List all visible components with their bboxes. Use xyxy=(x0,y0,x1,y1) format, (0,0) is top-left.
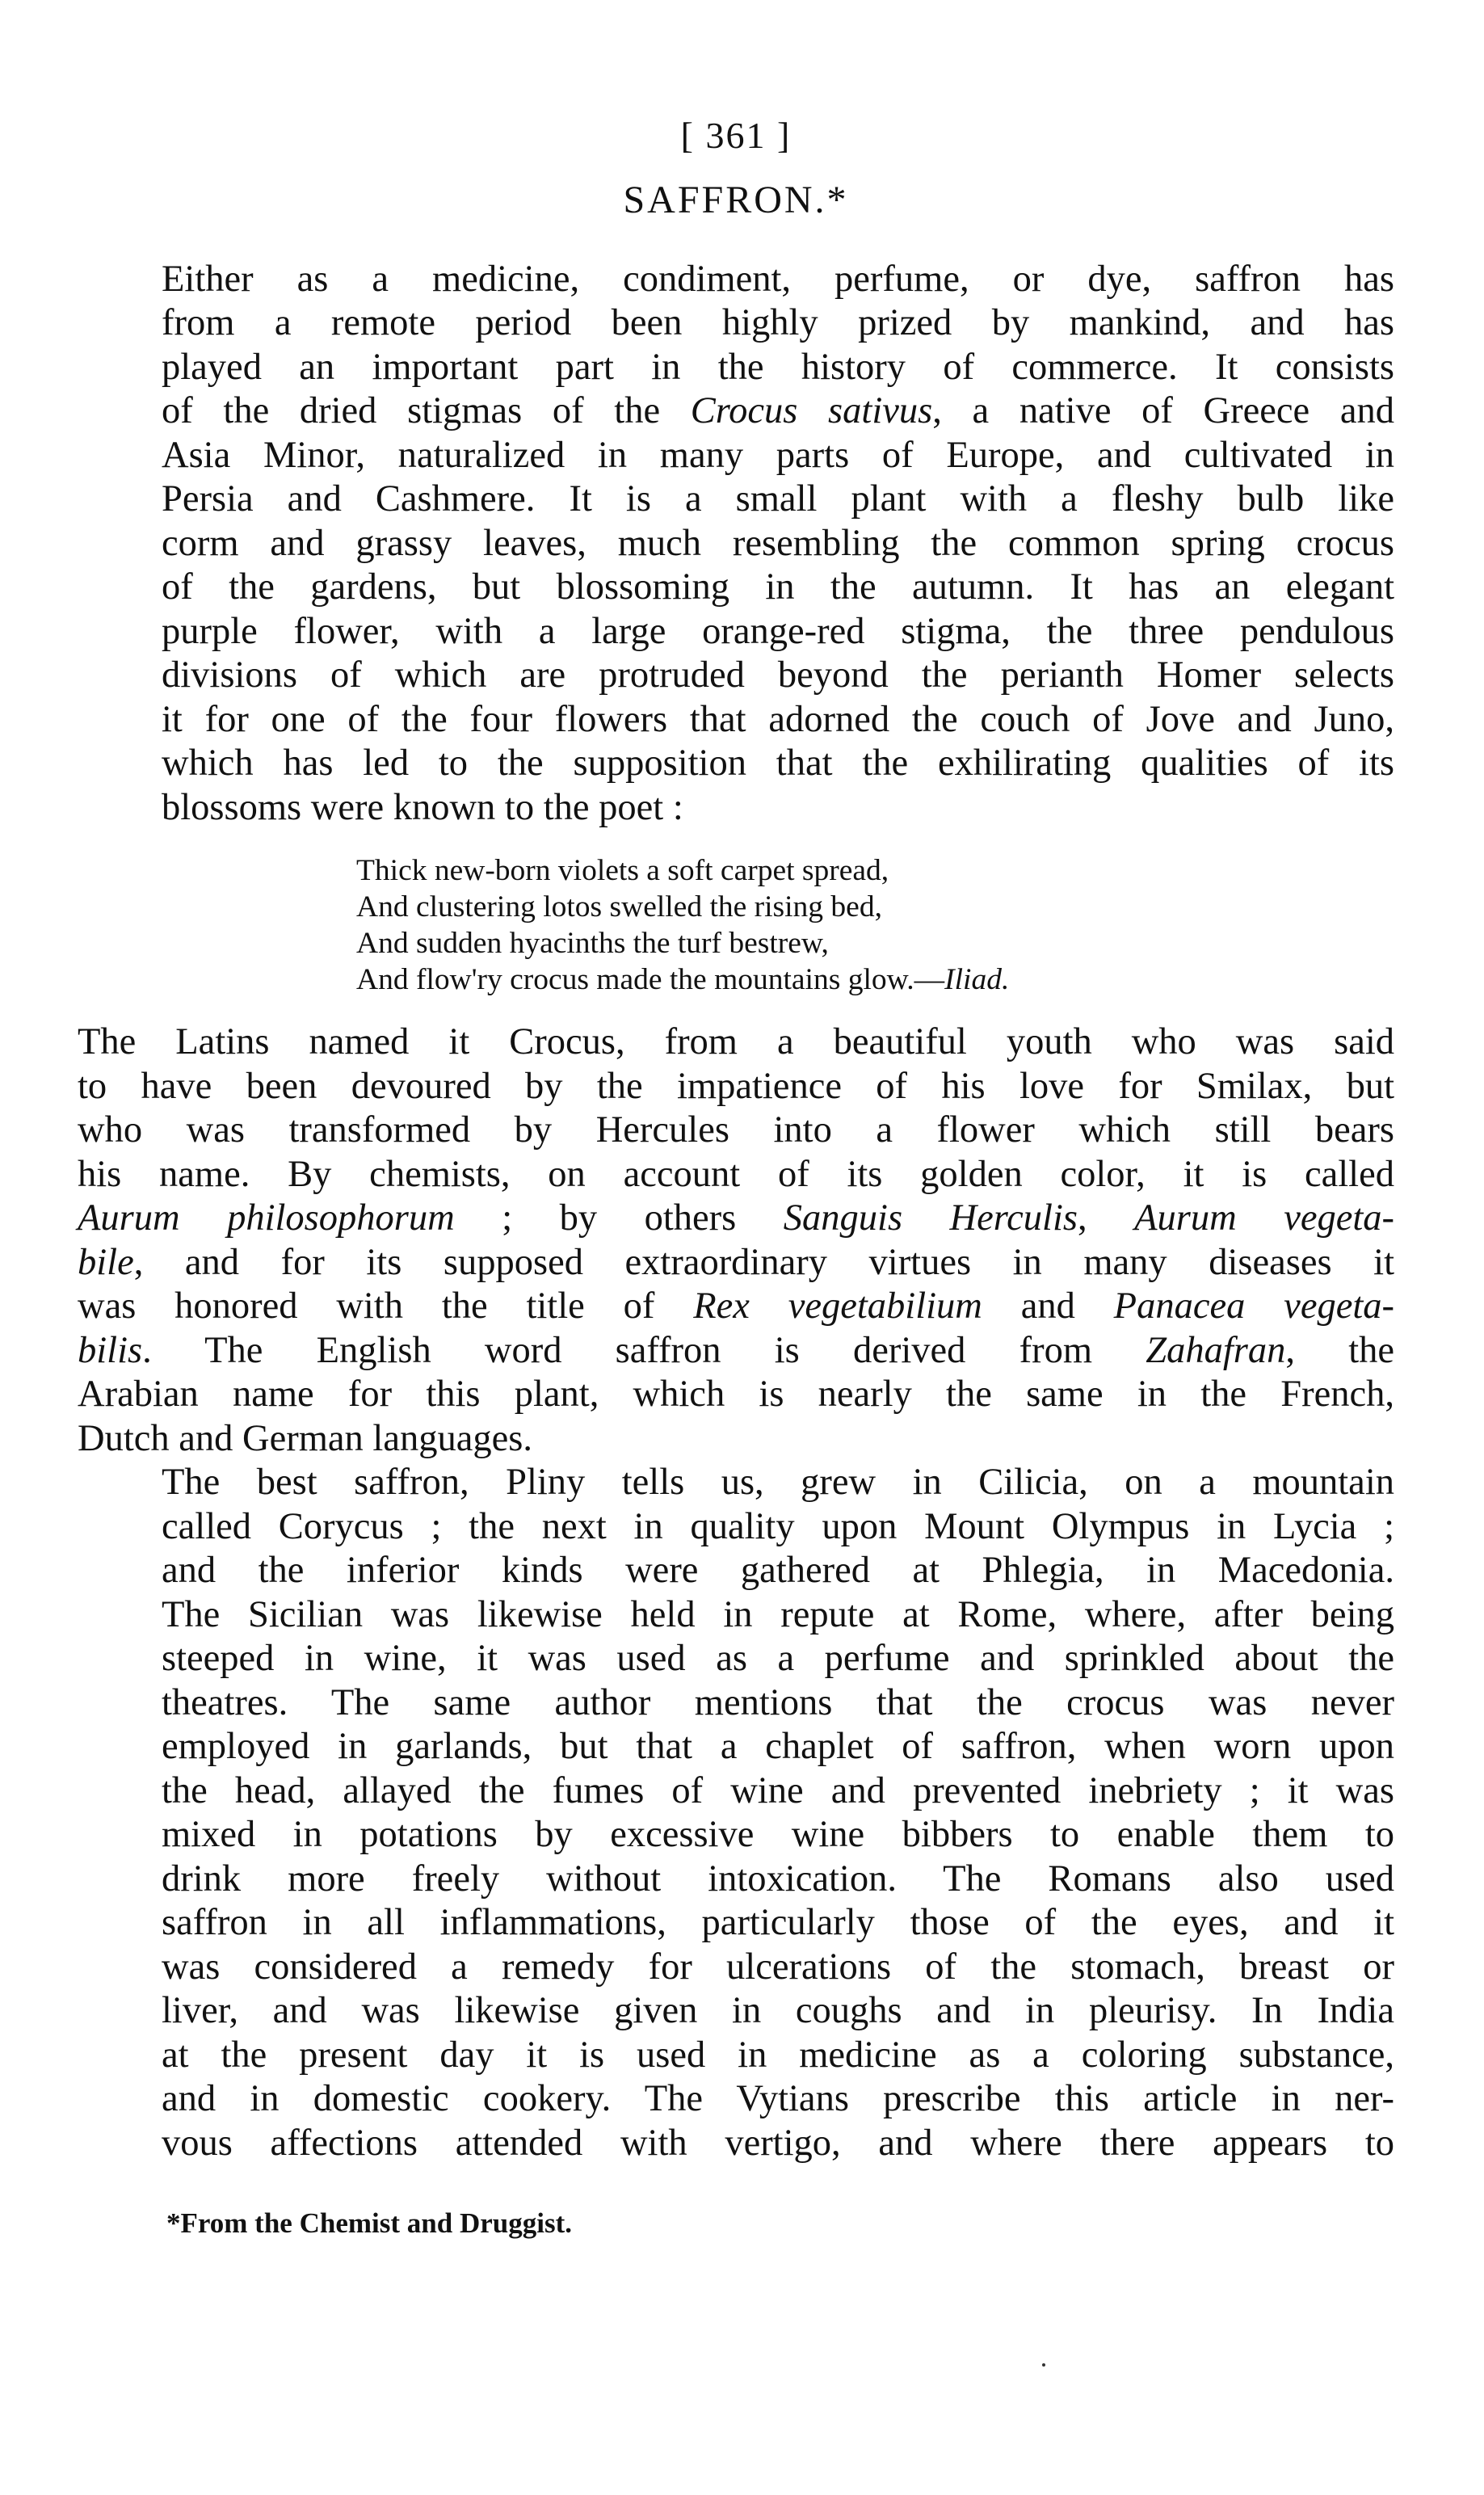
text-line: Arabian name for this plant, which is nearly the same in the French, xyxy=(78,1374,1394,1416)
text-line: employed in garlands, but that a chaplet of saffron, when worn upon xyxy=(162,1726,1394,1768)
text-line: of the dried stigmas of the Crocus sativus, a native of Greece and xyxy=(162,390,1394,432)
text-line: who was transformed by Hercules into a flower which still bears xyxy=(78,1109,1394,1151)
text-line: from a remote period been highly prized by mankind, and has xyxy=(162,302,1394,344)
text-line: liver, and was likewise given in coughs and in pleurisy. In India xyxy=(162,1990,1394,2032)
paragraph-1 xyxy=(78,258,1394,831)
text-line: Persia and Cashmere. It is a small plant with a fleshy bulb like xyxy=(162,478,1394,520)
text-line: bilis. The English word saffron is derived from Zahafran, the xyxy=(78,1329,1395,1371)
text-line: which has led to the supposition that the exhilirating qualities of its xyxy=(162,743,1394,785)
text-line: Asia Minor, naturalized in many parts of Europe, and cultivated in xyxy=(162,434,1394,476)
print-speck xyxy=(1042,2363,1045,2367)
text-line: divisions of which are protruded beyond the perianth Homer selects xyxy=(162,654,1394,696)
verse-attribution: Iliad. xyxy=(944,963,1010,997)
text-line: mixed in potations by excessive wine bibbers to enable them to xyxy=(162,1814,1394,1856)
paragraph-3 xyxy=(78,1461,1394,2165)
text-line: the head, allayed the fumes of wine and prevented inebriety ; it was xyxy=(162,1769,1394,1811)
text-line: was considered a remedy for ulcerations of the stomach, breast or xyxy=(162,1946,1394,1988)
text-line: theatres. The same author mentions that the crocus was never xyxy=(162,1681,1394,1723)
verse-line: And flow'ry crocus made the mountains glow.—Iliad. xyxy=(356,963,1010,997)
text-line: to have been devoured by the impatience of his love for Smilax, but xyxy=(78,1065,1394,1107)
verse-line: And sudden hyacinths the turf bestrew, xyxy=(356,927,829,961)
text-line: Either as a medicine, condiment, perfume, or dye, saffron has xyxy=(162,258,1394,300)
footnote: *From the Chemist and Druggist. xyxy=(166,2207,572,2240)
text-line: his name. By chemists, on account of its golden color, it is called xyxy=(78,1153,1394,1195)
text-line: was honored with the title of Rex vegetabilium and Panacea vegeta- xyxy=(78,1285,1395,1327)
paragraph-2 xyxy=(78,1020,1394,1461)
text-line: it for one of the four flowers that adorned the couch of Jove and Juno, xyxy=(162,698,1394,740)
text-line: played an important part in the history of commerce. It consists xyxy=(162,346,1394,388)
text-line: The Sicilian was likewise held in repute at Rome, where, after being xyxy=(162,1593,1394,1635)
text-line: Aurum philosophorum ; by others Sanguis Herculis, Aurum vegeta- xyxy=(78,1197,1395,1239)
text-line: The best saffron, Pliny tells us, grew in Cilicia, on a mountain xyxy=(162,1462,1394,1504)
text-line: at the present day it is used in medicine as a coloring substance, xyxy=(162,2034,1394,2076)
text-line: Dutch and German languages. xyxy=(78,1417,532,1459)
text-line: saffron in all inflammations, particularly those of the eyes, and it xyxy=(162,1902,1394,1944)
text-line: steeped in wine, it was used as a perfume and sprinkled about the xyxy=(162,1638,1394,1680)
verse-line: And clustering lotos swelled the rising bed, xyxy=(356,890,882,924)
text-line: blossoms were known to the poet : xyxy=(162,786,683,828)
text-line: called Corycus ; the next in quality upon Mount Olympus in Lycia ; xyxy=(162,1505,1394,1547)
text-line: bile, and for its supposed extraordinary virtues in many diseases it xyxy=(78,1241,1394,1283)
verse-line: Thick new-born violets a soft carpet spread, xyxy=(356,854,889,888)
text-line: of the gardens, but blossoming in the autumn. It has an elegant xyxy=(162,566,1394,608)
text-line: purple flower, with a large orange-red stigma, the three pendulous xyxy=(162,610,1394,652)
article-title: SAFFRON.* xyxy=(623,179,849,222)
text-line: vous affections attended with vertigo, and where there appears to xyxy=(162,2122,1394,2164)
text-line: drink more freely without intoxication. The Romans also used xyxy=(162,1858,1394,1900)
verse-quote xyxy=(356,852,1394,998)
text-line: and in domestic cookery. The Vytians prescribe this article in ner- xyxy=(162,2078,1394,2120)
document-page xyxy=(78,113,1394,2240)
text-line: corm and grassy leaves, much resembling the common spring crocus xyxy=(162,522,1394,564)
italic-term: Crocus sativus xyxy=(690,390,933,432)
text-line: and the inferior kinds were gathered at Phlegia, in Macedonia. xyxy=(162,1550,1394,1592)
text-line: The Latins named it Crocus, from a beautiful youth who was said xyxy=(78,1021,1394,1063)
page-number: [ 361 ] xyxy=(680,115,792,156)
